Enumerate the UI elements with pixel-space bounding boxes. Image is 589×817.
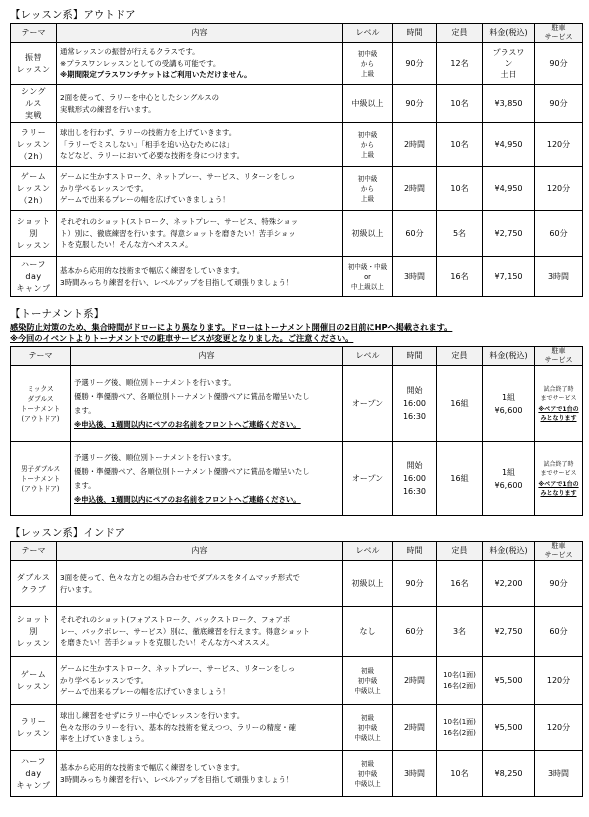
cell-time: 2時間: [393, 705, 437, 751]
cell-capacity: 10名: [437, 85, 483, 123]
cell-level: 初中級・中級 or 中上級以上: [343, 257, 393, 297]
content-line-important: ※申込後、1週間以内にペアのお名前をフロントへご連絡ください。: [74, 419, 301, 429]
cell-theme: ダブルス クラブ: [11, 561, 57, 607]
col-header-price: 料金(税込): [483, 24, 535, 43]
col-header-parking: 駐車 サービス: [535, 24, 583, 43]
content-line: 基本から応用的な技術まで幅広く練習をしていきます。: [60, 763, 245, 772]
cell-capacity: 10名: [437, 751, 483, 797]
cell-time: 3時間: [393, 257, 437, 297]
content-line: ゲームで出来るプレーの幅を広げていきましょう！: [60, 687, 230, 697]
cell-level: 初級以上: [343, 211, 393, 257]
content-line: ゲームに生かすストローク、ネットプレー、サービス、リターンをしっ: [60, 664, 296, 674]
table-row: [11, 366, 583, 442]
cell-parking: 120分: [535, 657, 583, 705]
cell-content: [57, 85, 343, 123]
parking-note: 試合終了時 までサービス: [540, 385, 577, 402]
cell-theme: シング ルス 実戦: [11, 85, 57, 123]
cell-level: オープン: [343, 366, 393, 442]
cell-capacity: 5名: [437, 211, 483, 257]
content-line: 3時間みっちり練習を行い、レベルアップを目指して頑張りましょう！: [60, 277, 294, 287]
content-line: 通常レッスンの振替が行えるクラスです。: [60, 47, 200, 57]
cell-time: 開始 16:00 16:30: [393, 366, 437, 442]
table-row: [11, 751, 583, 797]
cell-price: ¥8,250: [483, 751, 535, 797]
cell-price: ¥3,850: [483, 85, 535, 123]
cell-time: 2時間: [393, 657, 437, 705]
col-header-content: 内容: [57, 24, 343, 43]
col-header-price: 料金(税込): [483, 347, 535, 366]
content-line: 色々な形のラリーを行い、基本的な技術を覚えつつ、ラリーの精度・確: [60, 722, 297, 732]
cell-capacity: 16名: [437, 561, 483, 607]
content-line: を磨きたい！苦手ショットを克服したい！そんな方へオススメ。: [60, 638, 274, 648]
cell-level: 初中級 から 上級: [343, 43, 393, 85]
cell-content: [57, 211, 343, 257]
content-line: ゲームに生かすストローク、ネットプレー、サービス、リターンをしっ: [60, 172, 296, 182]
table-row: [11, 43, 583, 85]
content-line: 予選リーグ後、順位別トーナメントを行います。: [74, 452, 236, 462]
cell-theme: ミックス ダブルス トーナメント (アウトドア): [11, 366, 71, 442]
cell-content: [71, 442, 343, 516]
cell-capacity: 3名: [437, 607, 483, 657]
cell-price: ¥2,750: [483, 211, 535, 257]
parking-note: 試合終了時 までサービス: [540, 460, 577, 477]
cell-capacity: 16組: [437, 366, 483, 442]
content-line: 率を上げていきましょう。: [60, 734, 149, 744]
col-header-level: レベル: [343, 542, 393, 561]
table-row: [11, 85, 583, 123]
table-header-row: [11, 347, 583, 366]
cell-parking: [535, 366, 583, 442]
content-line: 「ラリーでミスしない」「相手を追い込むためには」: [60, 139, 234, 149]
cell-content: [57, 607, 343, 657]
cell-theme: ラリー レッスン （2h）: [11, 123, 57, 167]
cell-time: 90分: [393, 561, 437, 607]
cell-level: 初級 初中級 中級以上: [343, 657, 393, 705]
cell-time: 3時間: [393, 751, 437, 797]
table-header-row: [11, 542, 583, 561]
cell-price: ¥2,750: [483, 607, 535, 657]
col-header-time: 時間: [393, 347, 437, 366]
table-row: [11, 123, 583, 167]
cell-capacity: 10名(1面) 16名(2面): [437, 657, 483, 705]
col-header-theme: テーマ: [11, 24, 57, 43]
col-header-theme: テーマ: [11, 542, 57, 561]
cell-price: 1組 ¥6,600: [483, 366, 535, 442]
cell-price: ¥7,150: [483, 257, 535, 297]
content-line: かり学べるレッスンです。: [60, 675, 149, 685]
cell-level: 初級以上: [343, 561, 393, 607]
content-line: 球出し練習をせずにラリー中心でレッスンを行います。: [60, 711, 245, 721]
cell-price: ¥5,500: [483, 657, 535, 705]
cell-time: 90分: [393, 85, 437, 123]
cell-theme: ゲーム レッスン （2h）: [11, 167, 57, 211]
cell-capacity: 10名(1面) 16名(2面): [437, 705, 483, 751]
cell-content: [57, 167, 343, 211]
col-header-capacity: 定員: [437, 542, 483, 561]
cell-theme: ゲーム レッスン: [11, 657, 57, 705]
cell-content: [57, 257, 343, 297]
notice-parking-change: ※今回のイベントよりトーナメントでの駐車サービスが変更となりました。ご注意ください。: [10, 333, 354, 343]
cell-parking: 120分: [535, 705, 583, 751]
notice-draw-time: 感染防止対策のため、集合時間がドローにより異なります。ドローはトーナメント開催日の2日前にHPへ掲載されます。: [10, 322, 453, 332]
content-line-important: ※申込後、1週間以内にペアのお名前をフロントへご連絡ください。: [74, 494, 301, 504]
content-line: かり学べるレッスンです。: [60, 183, 149, 193]
cell-parking: 120分: [535, 167, 583, 211]
cell-content: [57, 561, 343, 607]
col-header-time: 時間: [393, 542, 437, 561]
cell-time: 2時間: [393, 167, 437, 211]
cell-price: ¥2,200: [483, 561, 535, 607]
table-row: [11, 657, 583, 705]
section-title: 【レッスン系】アウトドア: [10, 9, 136, 21]
cell-theme: 男子ダブルス トーナメント (アウトドア): [11, 442, 71, 516]
cell-capacity: 10名: [437, 123, 483, 167]
cell-capacity: 16組: [437, 442, 483, 516]
content-line: ※プラスワンレッスンとしての受講も可能です。: [60, 58, 221, 68]
table-row: [11, 561, 583, 607]
content-line: などなど、ラリーにおいて必要な技術を身につけます。: [60, 151, 245, 161]
cell-parking: [535, 442, 583, 516]
schedule-table-tournaments: [10, 346, 583, 516]
document: [10, 8, 582, 797]
cell-content: [57, 43, 343, 85]
cell-parking: 60分: [535, 211, 583, 257]
table-row: [11, 442, 583, 516]
content-line: トを克服したい！そんな方へオススメ。: [60, 240, 193, 250]
col-header-content: 内容: [57, 542, 343, 561]
cell-level: なし: [343, 607, 393, 657]
cell-theme: ハーフday キャンプ: [11, 257, 57, 297]
cell-parking: 120分: [535, 123, 583, 167]
content-line: ト）別に、徹底練習を行います。得意ショットを磨きたい！苦手ショッ: [60, 228, 296, 238]
table-row: [11, 211, 583, 257]
cell-content: [57, 657, 343, 705]
col-header-price: 料金(税込): [483, 542, 535, 561]
cell-level: オープン: [343, 442, 393, 516]
cell-theme: ラリー レッスン: [11, 705, 57, 751]
content-line: 実戦形式の練習を行います。: [60, 104, 156, 114]
cell-price: ¥5,500: [483, 705, 535, 751]
cell-capacity: 10名: [437, 167, 483, 211]
table-row: [11, 167, 583, 211]
cell-parking: 3時間: [535, 257, 583, 297]
content-line: 2面を使って、ラリーを中心としたシングルスの: [60, 93, 219, 102]
schedule-table-outdoor-lessons: [10, 23, 583, 297]
col-header-capacity: 定員: [437, 24, 483, 43]
cell-level: 中級以上: [343, 85, 393, 123]
cell-capacity: 12名: [437, 43, 483, 85]
cell-capacity: 16名: [437, 257, 483, 297]
content-line: 行います。: [60, 584, 97, 594]
content-line: ※期間限定プラスワンチケットはご利用いただけません。: [60, 70, 252, 80]
cell-price: プラスワ ン 土日: [483, 43, 535, 85]
cell-price: ¥4,950: [483, 123, 535, 167]
content-line: 球出しを行わず、ラリーの技術力を上げていきます。: [60, 128, 237, 138]
cell-theme: 振替 レッスン: [11, 43, 57, 85]
cell-parking: 90分: [535, 43, 583, 85]
cell-parking: 60分: [535, 607, 583, 657]
content-line: 3時間みっちり練習を行い、レベルアップを目指して頑張りましょう！: [60, 774, 294, 784]
cell-time: 2時間: [393, 123, 437, 167]
cell-theme: ショット 別 レッスン: [11, 607, 57, 657]
cell-level: 初中級 から 上級: [343, 167, 393, 211]
cell-content: [57, 705, 343, 751]
content-line: それぞれのショット(フォアストローク、バックストローク、フォアボ: [60, 615, 291, 625]
section-title: 【トーナメント系】: [10, 308, 105, 320]
table-header-row: [11, 24, 583, 43]
schedule-table-indoor-lessons: [10, 541, 583, 797]
cell-parking: 90分: [535, 85, 583, 123]
parking-note-important: ※ペアで1台の みとなります: [538, 480, 579, 497]
col-header-level: レベル: [343, 347, 393, 366]
content-line: 予選リーグ後、順位別トーナメントを行います。: [74, 377, 236, 387]
col-header-content: 内容: [71, 347, 343, 366]
cell-theme: ハーフ day キャンプ: [11, 751, 57, 797]
col-header-parking: 駐車 サービス: [535, 542, 583, 561]
col-header-parking: 駐車 サービス: [535, 347, 583, 366]
content-line: 優勝・準優勝ペア、各順位別トーナメント優勝ペアに賞品を贈呈いたし: [74, 391, 310, 401]
content-line: 3面を使って、色々な方との組み合わせでダブルスをタイムマッチ形式で: [60, 573, 300, 582]
cell-parking: 3時間: [535, 751, 583, 797]
cell-theme: ショット 別 レッスン: [11, 211, 57, 257]
content-line: ゲームで出来るプレーの幅を広げていきましょう！: [60, 195, 230, 205]
cell-parking: 90分: [535, 561, 583, 607]
cell-time: 開始 16:00 16:30: [393, 442, 437, 516]
cell-level: 初級 初中級 中級以上: [343, 705, 393, 751]
section-title: 【レッスン系】インドア: [10, 527, 126, 539]
cell-time: 90分: [393, 43, 437, 85]
cell-level: 初中級 から 上級: [343, 123, 393, 167]
cell-content: [71, 366, 343, 442]
cell-level: 初級 初中級 中級以上: [343, 751, 393, 797]
table-row: [11, 705, 583, 751]
col-header-theme: テーマ: [11, 347, 71, 366]
content-line: 優勝・準優勝ペア、各順位別トーナメント優勝ペアに賞品を贈呈いたし: [74, 466, 310, 476]
col-header-level: レベル: [343, 24, 393, 43]
cell-content: [57, 123, 343, 167]
content-line: ます。: [74, 480, 96, 490]
cell-price: ¥4,950: [483, 167, 535, 211]
content-line: 基本から応用的な技術まで幅広く練習をしていきます。: [60, 266, 245, 275]
cell-price: 1組 ¥6,600: [483, 442, 535, 516]
parking-note-important: ※ペアで1台の みとなります: [538, 405, 579, 422]
col-header-time: 時間: [393, 24, 437, 43]
content-line: それぞれのショット(ストローク、ネットプレー、サービス、特殊ショッ: [60, 217, 299, 227]
cell-time: 60分: [393, 211, 437, 257]
table-row: [11, 257, 583, 297]
content-line: ます。: [74, 405, 96, 415]
table-row: [11, 607, 583, 657]
content-line: レー、バックボレー、サービス）別に、徹底練習を行えます。得意ショット: [60, 626, 310, 636]
cell-time: 60分: [393, 607, 437, 657]
cell-content: [57, 751, 343, 797]
col-header-capacity: 定員: [437, 347, 483, 366]
